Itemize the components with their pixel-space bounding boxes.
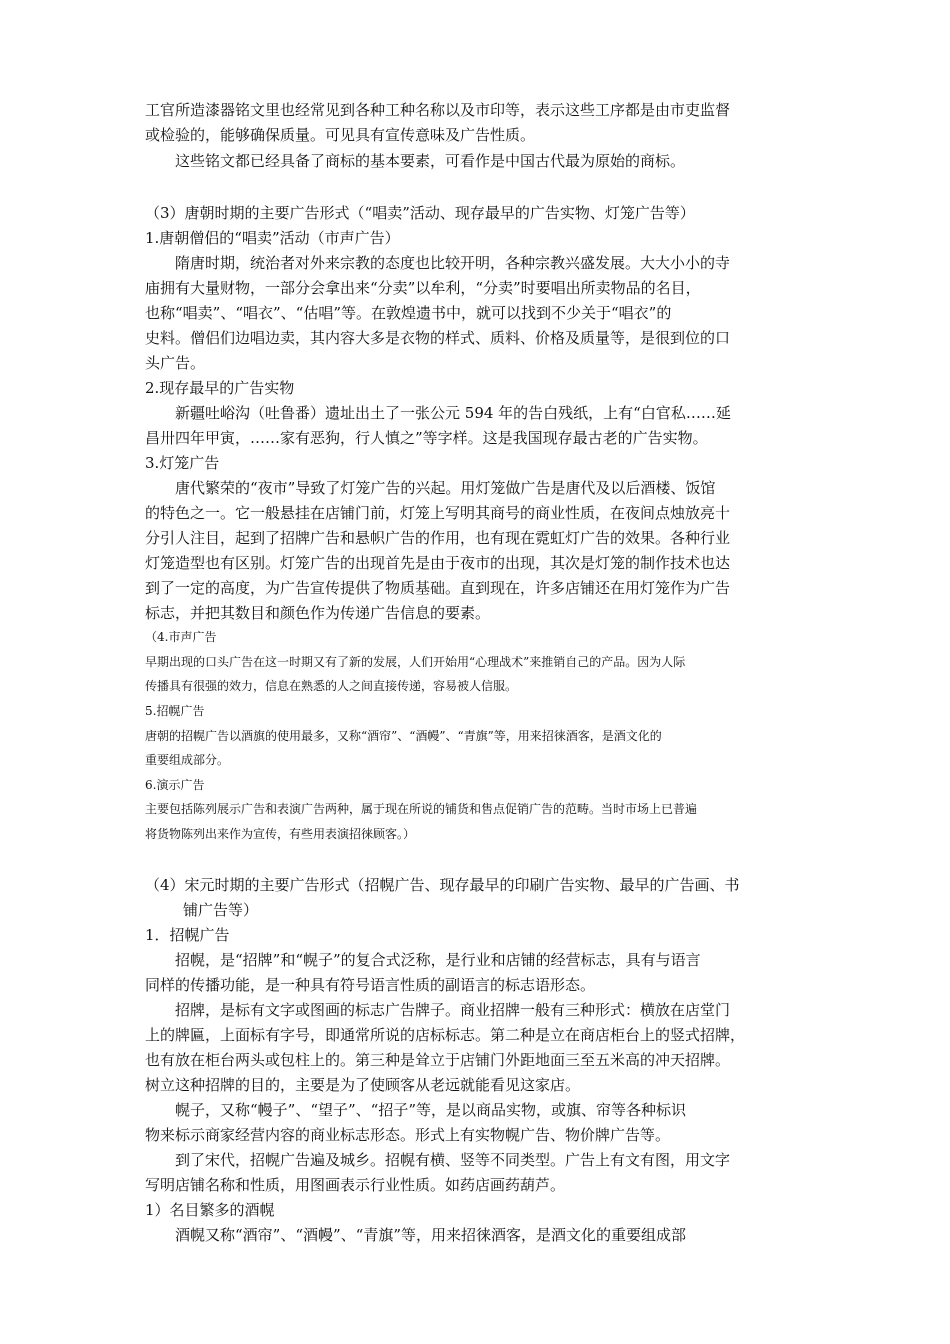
subsection-heading: 1）名目繁多的酒幌	[145, 1201, 275, 1219]
paragraph-line: 幌子，又称“幔子”、“望子”、“招子”等，是以商品实物，或旗、帘等各种标识	[175, 1101, 687, 1119]
paragraph-line: 树立这种招牌的目的，主要是为了使顾客从老远就能看见这家店。	[145, 1076, 581, 1094]
paragraph-line: 的特色之一。它一般悬挂在店铺门前，灯笼上写明其商号的商业性质，在夜间点烛放亮十	[145, 504, 731, 522]
section-heading-continuation: 铺广告等）	[183, 901, 259, 919]
paragraph-line: 同样的传播功能，是一种具有符号语言性质的副语言的标志语形态。	[145, 976, 596, 994]
paragraph-line: 隋唐时期，统治者对外来宗教的态度也比较开明，各种宗教兴盛发展。大大小小的寺	[175, 254, 731, 272]
paragraph-line: 早期出现的口头广告在这一时期又有了新的发展，人们开始用“心理战术”来推销自己的产品。因为人际	[145, 655, 686, 669]
subsection-heading: 3.灯笼广告	[145, 454, 220, 472]
paragraph-line: 唐朝的招幌广告以酒旗的使用最多，又称“酒帘”、“酒幔”、“青旗”等，用来招徕酒客，是酒文化的	[145, 729, 662, 743]
subsection-heading: 6.演示广告	[145, 778, 205, 792]
paragraph-line: 这些铭文都已经具备了商标的基本要素，可看作是中国古代最为原始的商标。	[175, 152, 686, 170]
paragraph-line: 到了一定的高度，为广告宣传提供了物质基础。直到现在，许多店铺还在用灯笼作为广告	[145, 579, 731, 597]
subsection-heading: （4.市声广告	[145, 630, 217, 644]
paragraph-line: 到了宋代，招幌广告遍及城乡。招幌有横、竖等不同类型。广告上有文有图，用文字	[175, 1151, 731, 1169]
subsection-heading: 5.招幌广告	[145, 704, 205, 718]
paragraph-line: 物来标示商家经营内容的商业标志形态。形式上有实物幌广告、物价牌广告等。	[145, 1126, 671, 1144]
subsection-heading: 1.唐朝僧侣的“唱卖”活动（市声广告）	[145, 229, 400, 247]
paragraph-line: 酒幌又称“酒帘”、“酒幔”、“青旗”等，用来招徕酒客，是酒文化的重要组成部	[175, 1226, 687, 1244]
paragraph-line: 主要包括陈列展示广告和表演广告两种，属于现在所说的铺货和售点促销广告的范畴。当时市场上已普遍	[145, 802, 698, 816]
subsection-heading: 2.现存最早的广告实物	[145, 379, 295, 397]
section-heading: （4）宋元时期的主要广告形式（招幌广告、现存最早的印刷广告实物、最早的广告画、书	[145, 876, 740, 894]
paragraph-line: 头广告。	[145, 354, 206, 372]
paragraph-line: 唐代繁荣的“夜市”导致了灯笼广告的兴起。用灯笼做广告是唐代及以后酒楼、饭馆	[175, 479, 716, 497]
paragraph-line: 也称“唱卖”、“唱衣”、“估唱”等。在敦煌遗书中，就可以找到不少关于“唱衣”的	[145, 304, 672, 322]
section-heading: （3）唐朝时期的主要广告形式（“唱卖”活动、现存最早的广告实物、灯笼广告等）	[145, 204, 695, 222]
paragraph-line: 史料。僧侣们边唱边卖，其内容大多是衣物的样式、质料、价格及质量等，是很到位的口	[145, 329, 731, 347]
paragraph-line: 将货物陈列出来作为宣传，有些用表演招徕顾客。）	[145, 827, 416, 841]
paragraph-line: 标志，并把其数目和颜色作为传递广告信息的要素。	[145, 604, 491, 622]
paragraph-line: 昌卅四年甲寅，……家有恶狗，行人慎之”等字样。这是我国现存最古老的广告实物。	[145, 429, 708, 447]
paragraph-line: 灯笼造型也有区别。灯笼广告的出现首先是由于夜市的出现，其次是灯笼的制作技术也达	[145, 554, 731, 572]
paragraph-line: 新疆吐峪沟（吐鲁番）遗址出土了一张公元 594 年的告白残纸，上有“白官私……延	[175, 404, 731, 422]
paragraph-line: 重要组成部分。	[145, 753, 230, 767]
paragraph-line: 工官所造漆器铭文里也经常见到各种工种名称以及市印等，表示这些工序都是由市吏监督	[145, 101, 731, 119]
paragraph-line: 写明店铺名称和性质，用图画表示行业性质。如药店画药葫芦。	[145, 1176, 566, 1194]
paragraph-line: 分引人注目，起到了招牌广告和悬帜广告的作用，也有现在霓虹灯广告的效果。各种行业	[145, 529, 731, 547]
paragraph-line: 招牌，是标有文字或图画的标志广告牌子。商业招牌一般有三种形式：横放在店堂门	[175, 1001, 731, 1019]
paragraph-line: 或检验的，能够确保质量。可见具有宣传意味及广告性质。	[145, 126, 536, 144]
paragraph-line: 招幌，是“招牌”和“幌子”的复合式泛称，是行业和店铺的经营标志，具有与语言	[175, 951, 701, 969]
paragraph-line: 也有放在柜台两头或包柱上的。第三种是耸立于店铺门外距地面三至五米高的冲天招牌。	[145, 1051, 731, 1069]
paragraph-line: 上的牌匾，上面标有字号，即通常所说的店标标志。第二种是立在商店柜台上的竖式招牌，	[145, 1026, 746, 1044]
paragraph-line: 庙拥有大量财物，一部分会拿出来“分卖”以牟利，“分卖”时要唱出所卖物品的名目，	[145, 279, 701, 297]
subsection-heading: 1．招幌广告	[145, 926, 230, 944]
paragraph-line: 传播具有很强的效力，信息在熟悉的人之间直接传递，容易被人信服。	[145, 679, 518, 693]
